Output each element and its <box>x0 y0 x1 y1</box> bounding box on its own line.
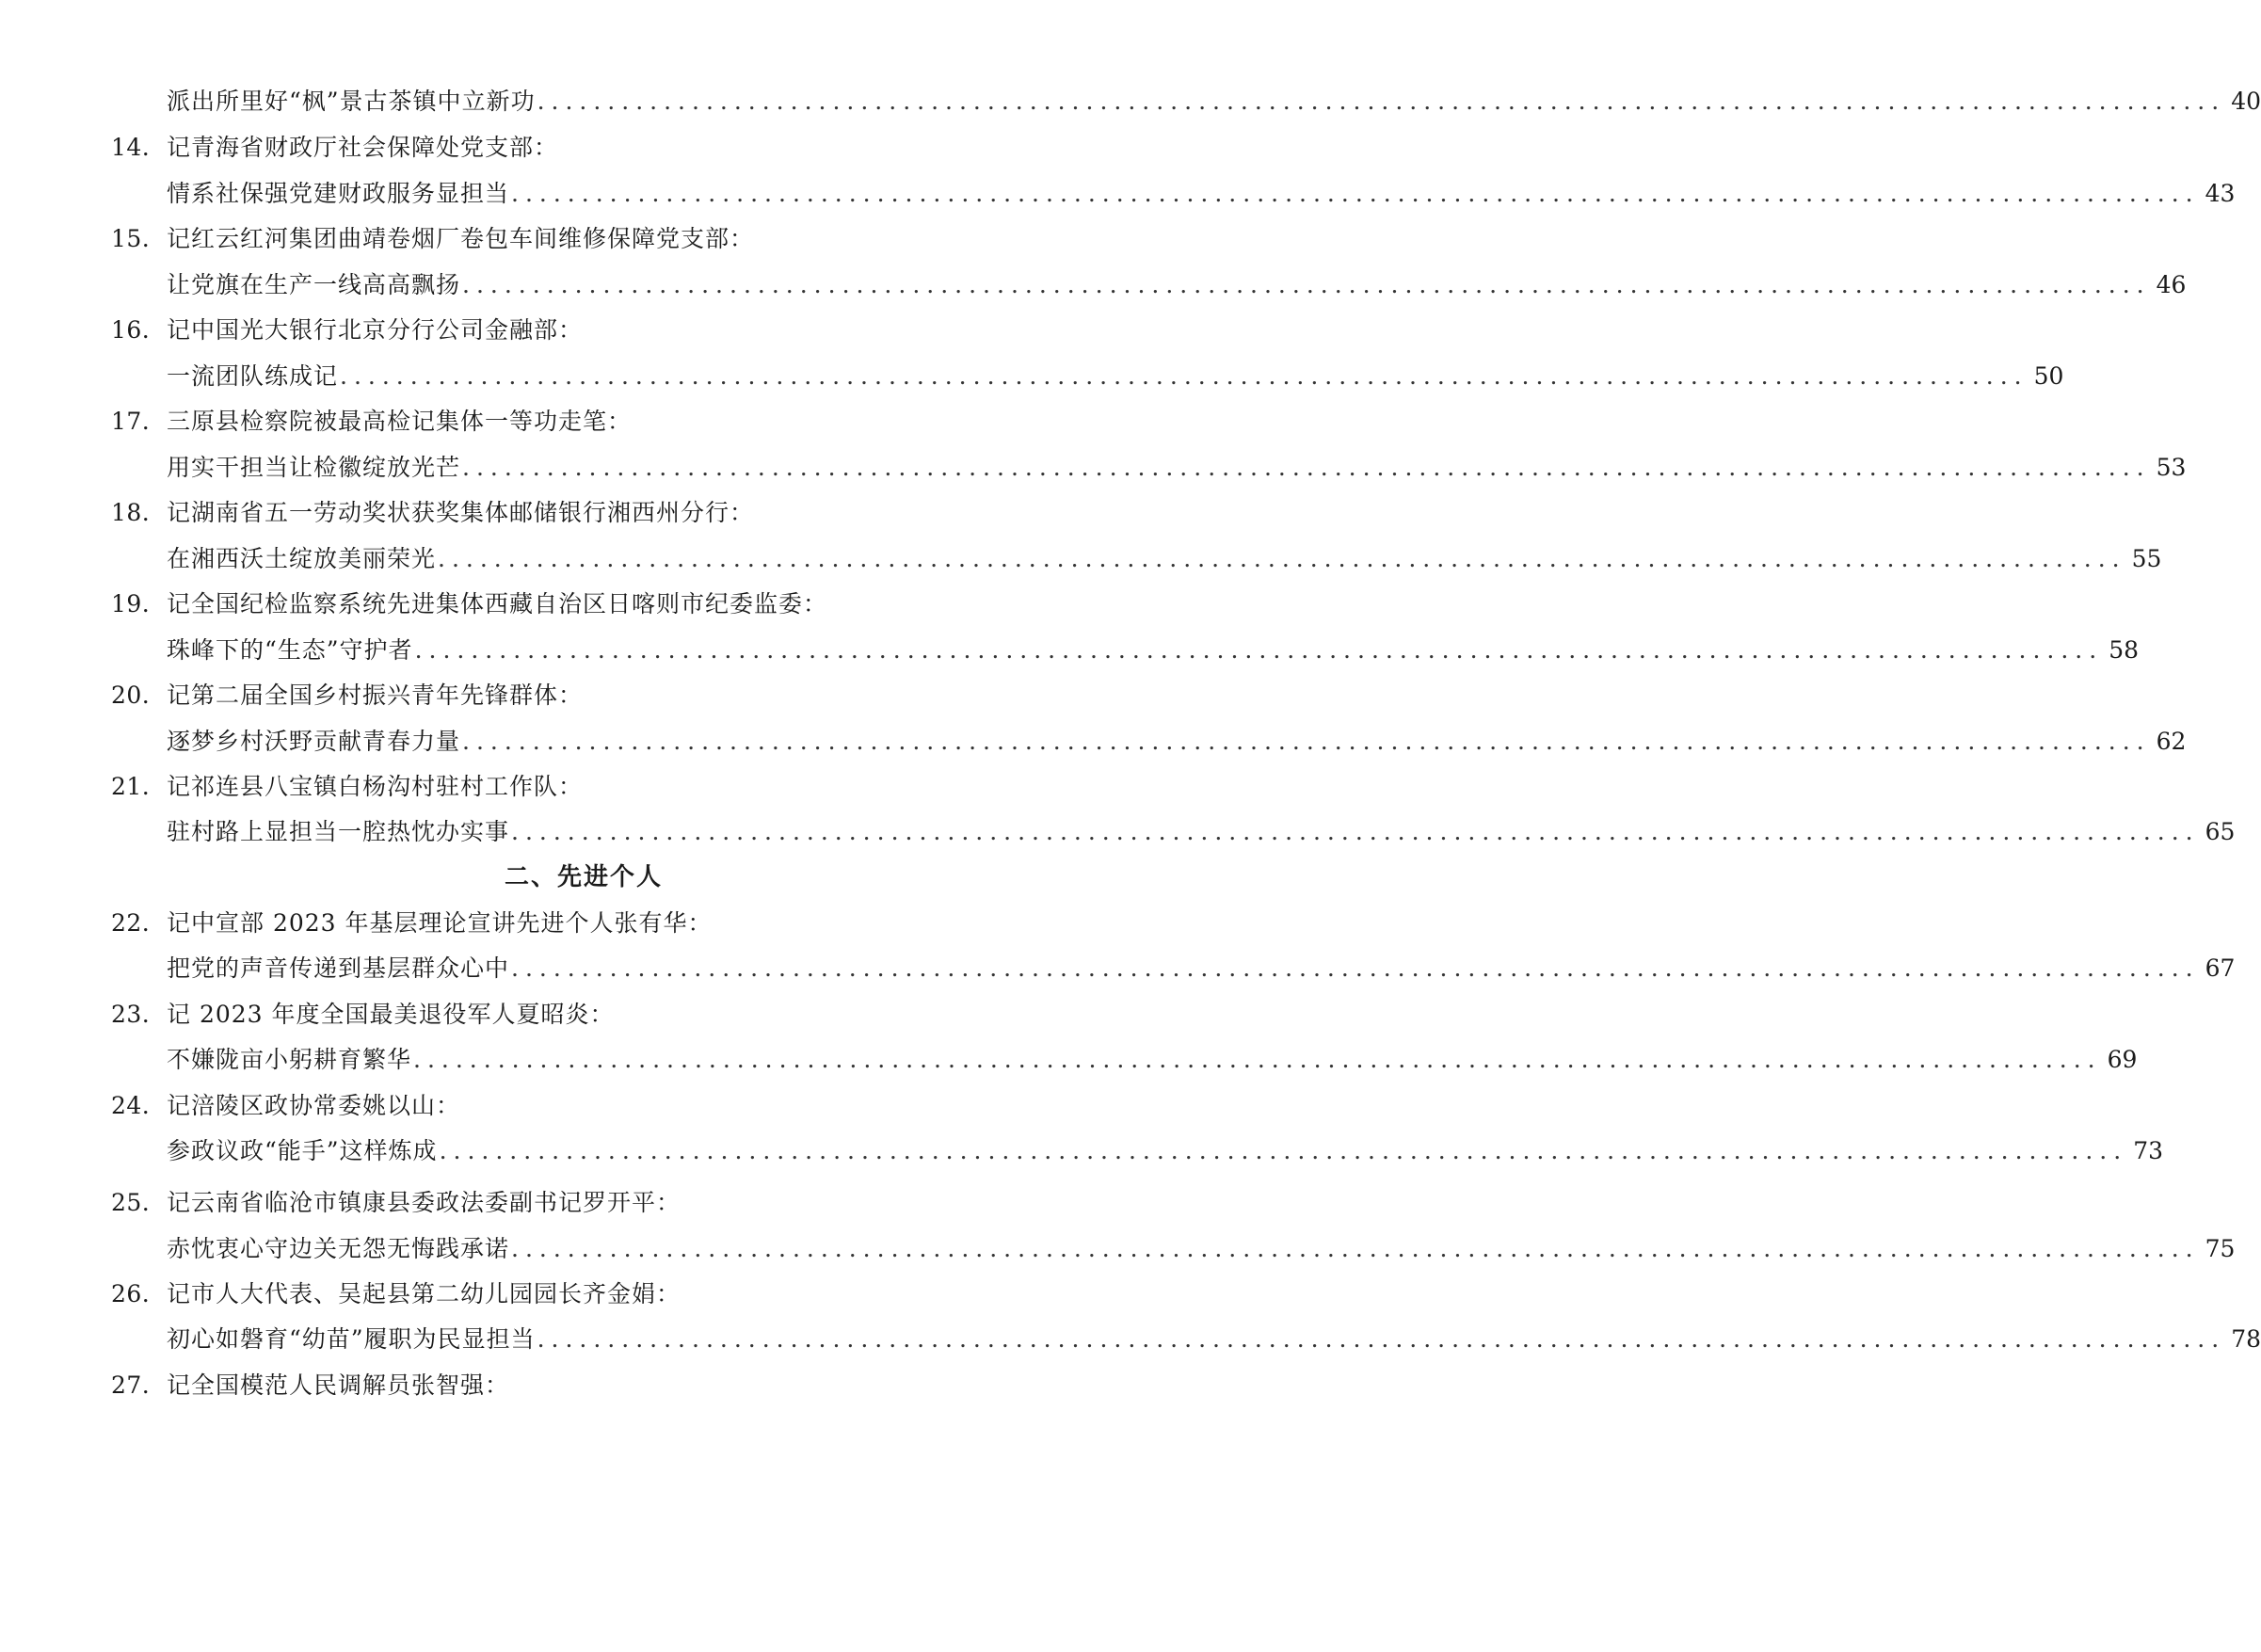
toc-page-number: 50 <box>2033 362 2064 390</box>
toc-leader-dots: ........................................................................................................................ <box>462 728 2151 755</box>
toc-entry-heading: 记中宣部 2023 年基层理论宣讲先进个人张有华： <box>167 909 713 937</box>
toc-leader-dots: ........................................................................................................................ <box>511 1235 2200 1262</box>
toc-entry-number: 27. <box>111 1371 151 1399</box>
toc-entry-heading: 记祁连县八宝镇白杨沟村驻村工作队： <box>167 773 584 800</box>
toc-leader-dots: ........................................................................................................................ <box>537 1325 2226 1353</box>
toc-entry-heading: 记中国光大银行北京分行公司金融部： <box>167 316 584 344</box>
toc-entry-title-row[interactable] <box>167 83 2261 120</box>
toc-entry-23-heading-line <box>0 996 1167 1034</box>
toc-entry-heading: 三原县检察院被最高检记集体一等功走笔： <box>167 408 633 435</box>
toc-entry-16-title-line <box>0 358 2064 395</box>
toc-leader-dots: ........................................................................................................................ <box>414 636 2104 664</box>
toc-entry-title: 用实干担当让检徽绽放光芒 <box>167 454 461 481</box>
toc-entry-title-row[interactable] <box>167 1132 2163 1170</box>
toc-entry-title-row[interactable] <box>167 175 2236 213</box>
toc-entry-17-heading-line <box>0 403 1167 441</box>
toc-leader-dots: ........................................................................................................................ <box>511 180 2200 207</box>
toc-entry-title: 珠峰下的“生态”守护者 <box>167 636 413 664</box>
toc-entry-26-title-line <box>0 1321 2261 1358</box>
toc-entry-21-heading-line <box>0 768 1167 806</box>
toc-entry-22-heading-line <box>0 905 1167 942</box>
toc-entry-title-row[interactable] <box>167 358 2064 395</box>
toc-entry-21-title-line <box>0 813 2236 851</box>
toc-entry-heading: 记涪陵区政协常委姚以山： <box>167 1092 461 1119</box>
toc-entry-20-heading-line <box>0 677 1167 714</box>
toc-page-number: 67 <box>2205 954 2236 982</box>
toc-entry-title-row[interactable] <box>167 813 2236 851</box>
toc-leader-dots: ........................................................................................................................ <box>413 1046 2102 1073</box>
toc-page-number: 62 <box>2156 728 2187 755</box>
toc-entry-title-row[interactable] <box>167 540 2162 578</box>
toc-entry-title-row[interactable] <box>167 1041 2138 1079</box>
toc-leader-dots: ........................................................................................................................ <box>511 954 2200 982</box>
toc-entry-18-title-line <box>0 540 2162 578</box>
toc-entry-title-row[interactable] <box>167 632 2139 669</box>
toc-entry-24-heading-line <box>0 1087 1167 1125</box>
toc-entry-number: 26. <box>111 1280 151 1307</box>
toc-entry-title: 派出所里好“枫”景古茶镇中立新功 <box>167 88 536 115</box>
toc-entry-title-row[interactable] <box>167 449 2187 487</box>
toc-entry-heading: 记第二届全国乡村振兴青年先锋群体： <box>167 682 584 709</box>
toc-entry-number: 19. <box>111 590 151 617</box>
toc-entry-heading: 记市人大代表、吴起县第二幼儿园园长齐金娟： <box>167 1280 682 1307</box>
toc-entry-number: 23. <box>111 1001 151 1028</box>
toc-page-number: 46 <box>2156 271 2187 298</box>
toc-leader-dots: ........................................................................................................................ <box>439 1137 2128 1164</box>
toc-entry-title-row[interactable] <box>167 1321 2261 1358</box>
toc-entry-title-row[interactable] <box>167 266 2187 304</box>
toc-entry-heading: 记全国纪检监察系统先进集体西藏自治区日喀则市纪委监委： <box>167 590 828 617</box>
toc-entry-27-heading-line <box>0 1367 1167 1404</box>
toc-entry-heading: 记湖南省五一劳动奖状获奖集体邮储银行湘西州分行： <box>167 499 755 526</box>
toc-entry-number: 15. <box>111 225 151 252</box>
toc-entry-number: 25. <box>111 1189 151 1216</box>
toc-page-number: 58 <box>2109 636 2139 664</box>
toc-entry-14-heading-line <box>0 129 1167 167</box>
toc-entry-title: 一流团队练成记 <box>167 362 339 390</box>
toc-entry-23-title-line <box>0 1041 2138 1079</box>
toc-leader-dots: ........................................................................................................................ <box>462 454 2151 481</box>
toc-page-number: 78 <box>2231 1325 2261 1353</box>
toc-entry-24-title-line <box>0 1132 2163 1170</box>
toc-entry-number: 22. <box>111 909 151 937</box>
toc-page-number: 69 <box>2107 1046 2138 1073</box>
toc-entry-15-heading-line <box>0 220 1167 258</box>
toc-entry-number: 16. <box>111 316 151 344</box>
toc-entry-number: 20. <box>111 682 151 709</box>
toc-page-number: 73 <box>2133 1137 2163 1164</box>
toc-entry-heading: 记 2023 年度全国最美退役军人夏昭炎： <box>167 1001 615 1028</box>
toc-leader-dots: ........................................................................................................................ <box>438 545 2126 572</box>
toc-entry-number: 21. <box>111 773 151 800</box>
toc-entry-20-title-line <box>0 723 2187 761</box>
toc-entry-19-title-line <box>0 632 2139 669</box>
toc-entry-title: 参政议政“能手”这样炼成 <box>167 1137 438 1164</box>
toc-entry-title: 初心如磐育“幼苗”履职为民显担当 <box>167 1325 536 1353</box>
toc-entry-14-title-line <box>0 175 2236 213</box>
toc-page-number: 55 <box>2131 545 2162 572</box>
toc-entry-15-title-line <box>0 266 2187 304</box>
toc-entry-13-title-line <box>0 83 2261 120</box>
toc-entry-25-title-line <box>0 1230 2236 1268</box>
toc-entry-title: 逐梦乡村沃野贡献青春力量 <box>167 728 461 755</box>
toc-entry-heading: 记云南省临沧市镇康县委政法委副书记罗开平： <box>167 1189 682 1216</box>
toc-entry-22-title-line <box>0 950 2236 987</box>
toc-entry-17-title-line <box>0 449 2187 487</box>
toc-entry-16-heading-line <box>0 312 1167 349</box>
toc-leader-dots: ........................................................................................................................ <box>537 88 2226 115</box>
toc-leader-dots: ........................................................................................................................ <box>511 818 2200 845</box>
toc-entry-25-heading-line <box>0 1184 1167 1222</box>
toc-entry-number: 24. <box>111 1092 151 1119</box>
toc-entry-19-heading-line <box>0 585 1167 623</box>
toc-entry-title: 赤忱衷心守边关无怨无悔践承诺 <box>167 1235 510 1262</box>
toc-entry-title: 情系社保强党建财政服务显担当 <box>167 180 510 207</box>
toc-page-number: 75 <box>2205 1235 2236 1262</box>
section-heading: 二、先进个人 <box>504 863 663 891</box>
toc-entry-title: 让党旗在生产一线高高飘扬 <box>167 271 461 298</box>
toc-entry-title-row[interactable] <box>167 1230 2236 1268</box>
toc-page-number: 43 <box>2205 180 2236 207</box>
toc-entry-26-heading-line <box>0 1275 1167 1313</box>
toc-page-number: 40 <box>2231 88 2261 115</box>
toc-entry-title-row[interactable] <box>167 723 2187 761</box>
toc-entry-title: 把党的声音传递到基层群众心中 <box>167 954 510 982</box>
toc-entry-number: 14. <box>111 134 151 161</box>
toc-page-number: 65 <box>2205 818 2236 845</box>
toc-entry-number: 18. <box>111 499 151 526</box>
toc-leader-dots: ........................................................................................................................ <box>462 271 2151 298</box>
toc-entry-title-row[interactable] <box>167 950 2236 987</box>
toc-entry-heading: 记红云红河集团曲靖卷烟厂卷包车间维修保障党支部： <box>167 225 755 252</box>
toc-entry-18-heading-line <box>0 494 1167 532</box>
toc-entry-title: 在湘西沃土绽放美丽荣光 <box>167 545 437 572</box>
toc-entry-title: 不嫌陇亩小躬耕育繁华 <box>167 1046 412 1073</box>
toc-page-number: 53 <box>2156 454 2187 481</box>
toc-entry-heading: 记青海省财政厅社会保障处党支部： <box>167 134 559 161</box>
toc-leader-dots: ........................................................................................................................ <box>340 362 2028 390</box>
toc-entry-number: 17. <box>111 408 151 435</box>
toc-entry-title: 驻村路上显担当一腔热忱办实事 <box>167 818 510 845</box>
toc-entry-heading: 记全国模范人民调解员张智强： <box>167 1371 510 1399</box>
